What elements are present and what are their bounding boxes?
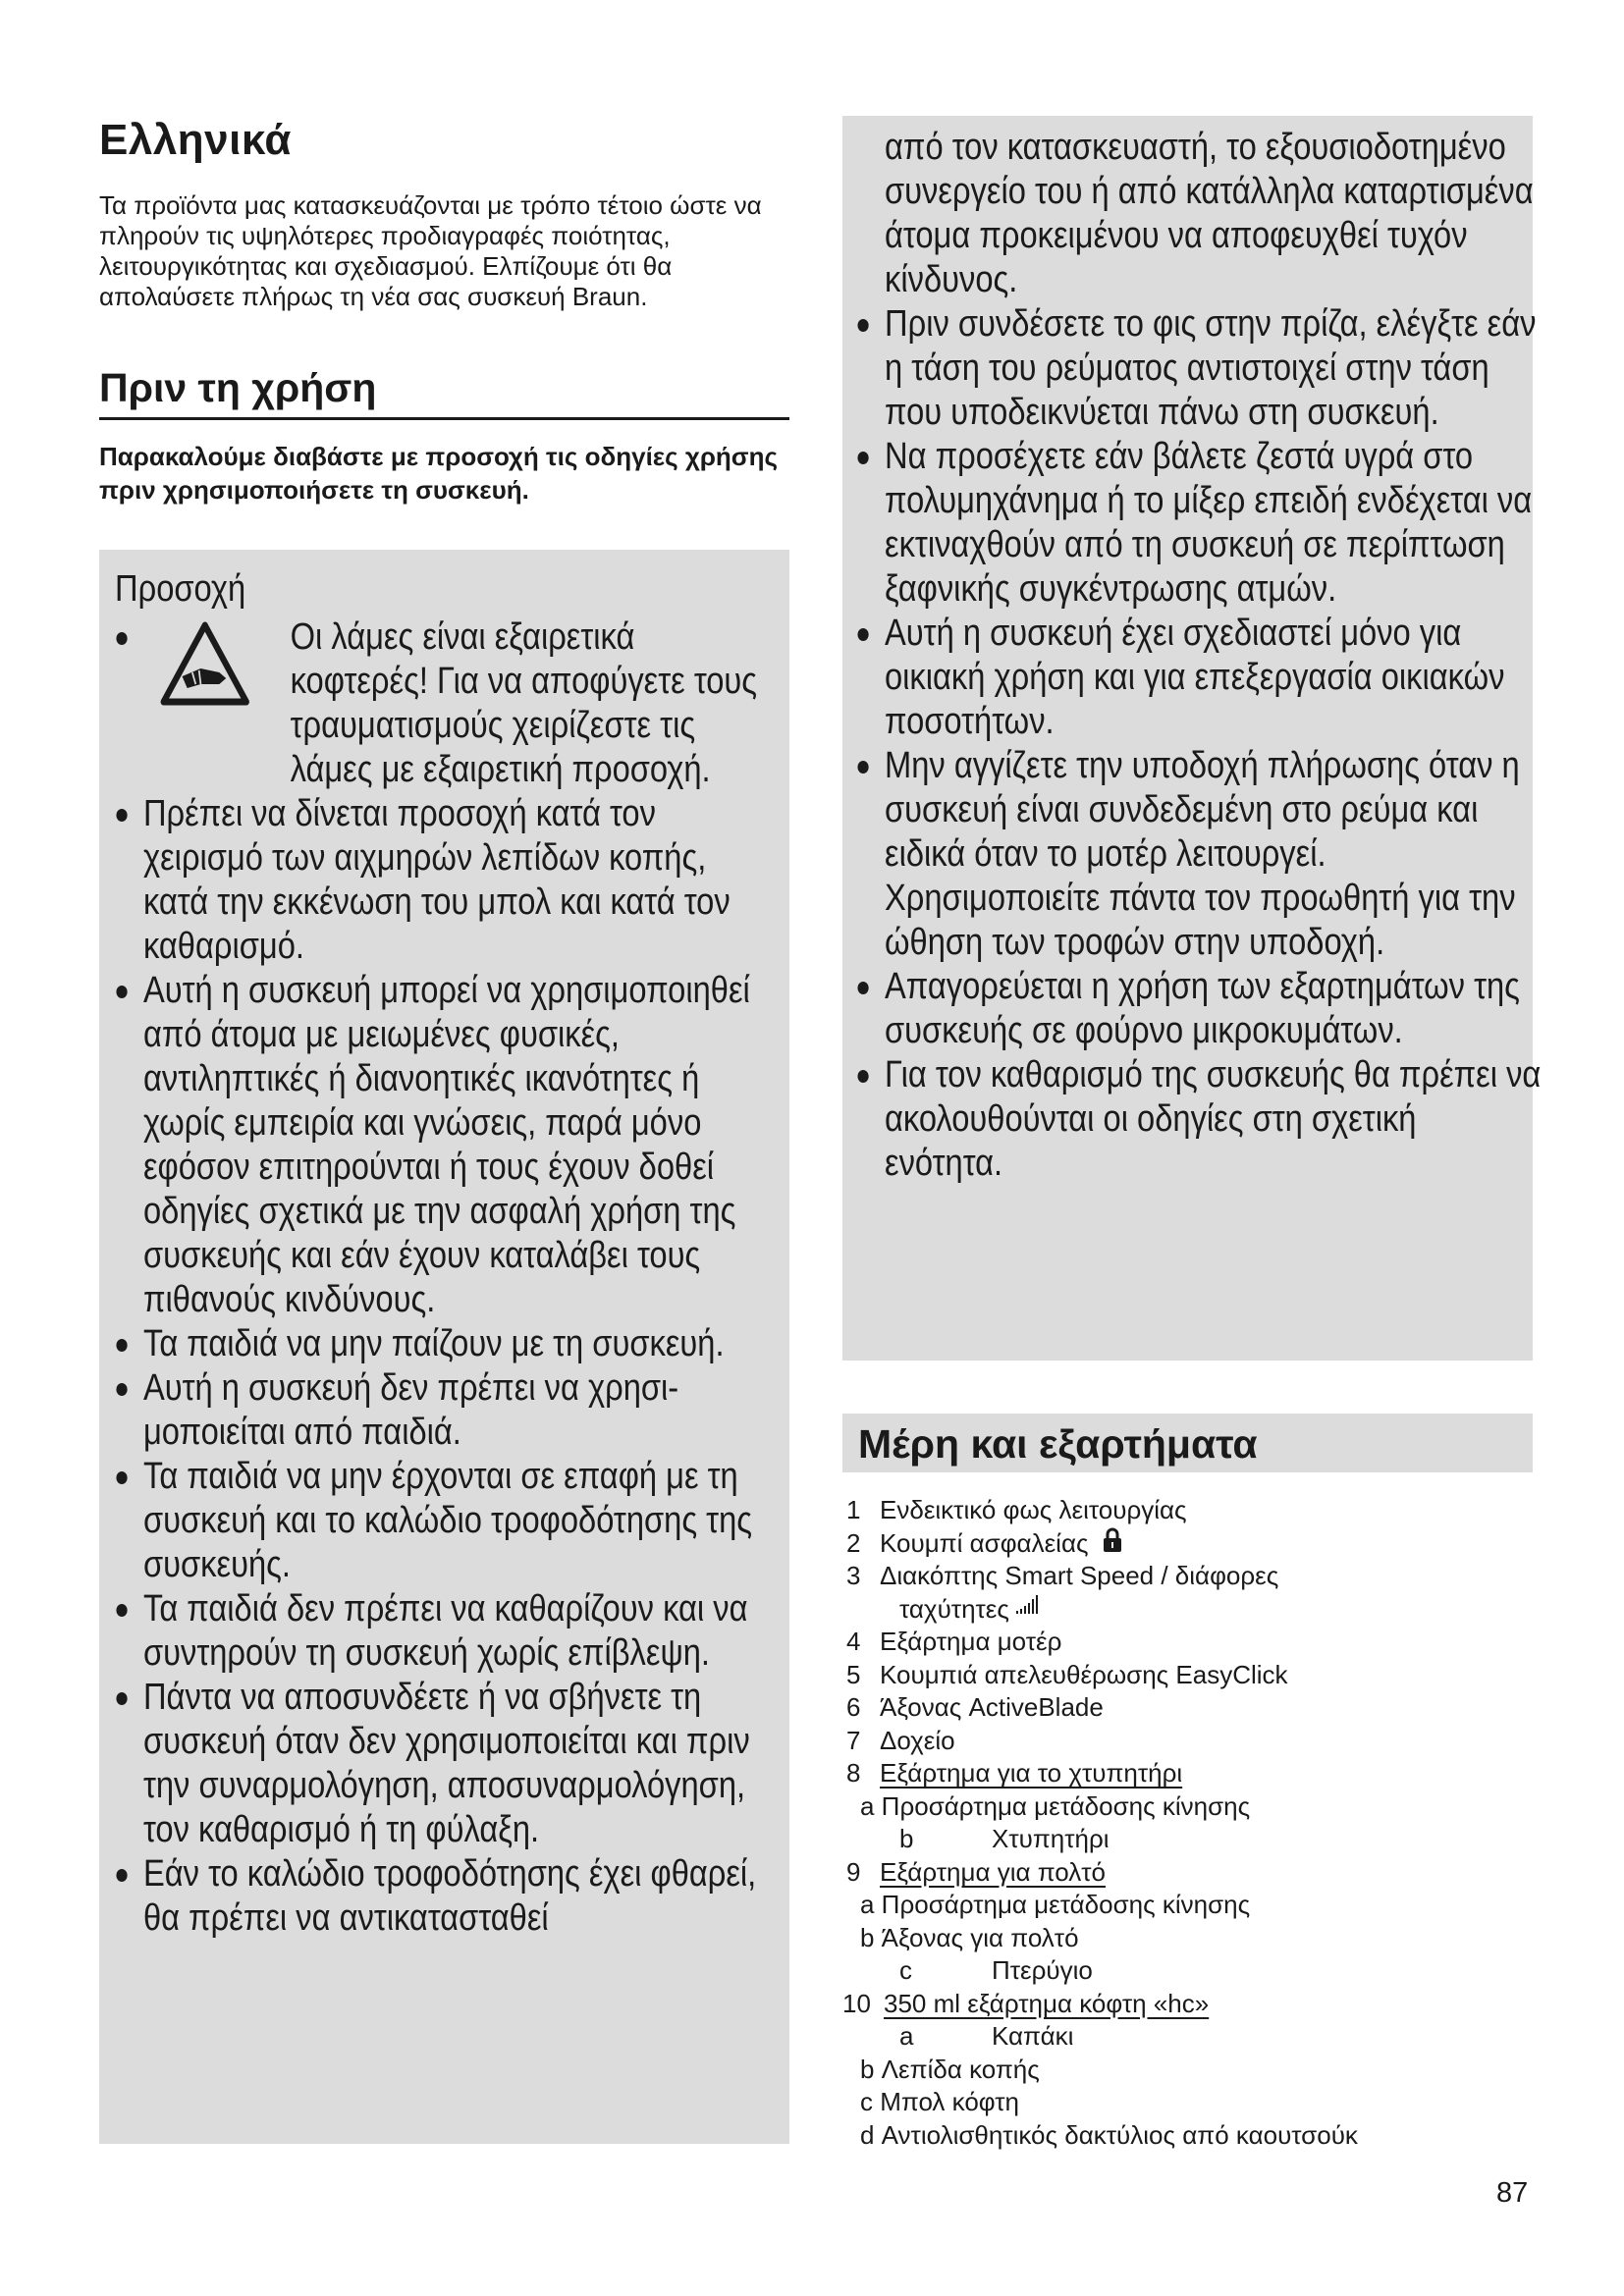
list-item: Απαγορεύεται η χρήση των εξαρτημάτων της συσκευής σε φούρνο μικροκυμάτων.: [854, 965, 1543, 1053]
part-row: 8 Εξάρτημα για το χτυπητήρι: [846, 1758, 1183, 1788]
caution-list-left: [113, 615, 774, 1941]
lock-icon: [1103, 1527, 1122, 1553]
parts-list: [842, 1494, 1533, 2152]
part-row: d Αντιολισθητικός δακτύλιος από καουτσούκ: [860, 2119, 1358, 2150]
list-item: Αυτή η συσκευή μπορεί να χρησιμοποιηθεί από άτομα με μειωμένες φυσικές, αντιληπτικές ή διανοητικές ικανότητες ή χωρίς εμπειρία και γνώσεις, παρά μόνο εφόσον επιτηρούνται ή τους έχουν δοθεί οδηγίες σχετικά με την ασφαλή χρήση της συσκευής και εάν έχουν καταλάβει τους πιθανούς κινδύνους.: [113, 969, 774, 1322]
left-column: [99, 116, 789, 507]
page-number: 87: [1496, 2177, 1529, 2209]
list-item: Πρέπει να δίνεται προσοχή κατά τον χειρισμό των αιχμηρών λεπίδων κοπής, κατά την εκκένωση του μπολ και κατά τον καθαρισμό.: [113, 792, 774, 969]
list-item: Πριν συνδέσετε το φις στην πρίζα, ελέγξτε εάν η τάση του ρεύματος αντιστοιχεί στην τάση που υποδεικνύεται πάνω στη συσκευή.: [854, 302, 1543, 435]
speed-bars-icon: [1015, 1593, 1041, 1615]
list-item: Αυτή η συσκευή έχει σχεδιαστεί μόνο για οικιακή χρήση και για επεξεργασία οικιακών ποσοτήτων.: [854, 612, 1543, 744]
part-row: a Καπάκι: [899, 2021, 1074, 2051]
part-row: ταχύτητες: [842, 1593, 1533, 1627]
part-row: 6 Άξονας ActiveBlade: [846, 1692, 1104, 1722]
part-row: 2 Κουμπί ασφαλείας: [842, 1527, 1533, 1561]
part-row: 5 Κουμπιά απελευθέρωσης EasyClick: [846, 1659, 1288, 1689]
list-item: [113, 615, 774, 792]
list-item: Για τον καθαρισμό της συσκευής θα πρέπει να ακολουθούνται οι οδηγίες στη σχετική ενότητα.: [854, 1053, 1543, 1186]
caution-heading: Προσοχή: [115, 568, 246, 610]
warnings-list-right: [854, 302, 1543, 1186]
list-item: Πάντα να αποσυνδέετε ή να σβήνετε τη συσκευή όταν δεν χρησιμοποιείται και πριν την συναρμολόγηση, αποσυναρμολόγηση, τον καθαρισμό ή τη φύλαξη.: [113, 1676, 774, 1852]
part-row: 7 Δοχείο: [846, 1725, 955, 1755]
part-row: c Πτερύγιο: [899, 1955, 1093, 1985]
part-row: b Χτυπητήρι: [899, 1824, 1110, 1853]
blade-warning-text: Οι λάμες είναι εξαιρετικά κοφτερές! Για να αποφύγετε τους τραυματισμούς χειρίζεστε τις λάμες με εξαιρετική προσοχή.: [290, 616, 758, 790]
language-title: Ελληνικά: [99, 116, 292, 164]
warnings-list: [113, 792, 774, 1941]
part-row: a Προσάρτημα μετάδοσης κίνησης: [860, 1790, 1251, 1821]
list-item: Αυτή η συσκευή δεν πρέπει να χρησιμοποιείται από παιδιά.: [113, 1366, 774, 1455]
part-row: b Άξονας για πολτό: [860, 1922, 1079, 1952]
caution-box-left: [99, 550, 789, 2144]
part-row: 3 Διακόπτης Smart Speed / διάφορες: [846, 1561, 1279, 1590]
intro-paragraph: Τα προϊόντα μας κατασκευάζονται με τρόπο τέτοιο ώστε να πληρούν τις υψηλότερες προδιαγραφές ποιότητας, λειτουργικότητας και σχεδιασμού. Ελπίζουμε ότι θα απολαύσετε πλήρως τη νέα σας συσκευή Braun.: [99, 190, 762, 311]
part-row: 10 350 ml εξάρτημα κόφτη «hc»: [842, 1988, 1210, 2018]
before-use-heading: Πριν τη χρήση: [99, 365, 789, 420]
list-item: Να προσέχετε εάν βάλετε ζεστά υγρά στο πολυμηχάνημα ή το μίξερ επειδή ενδέχεται να εκτιναχθούν από τη συσκευή σε περίπτωση ξαφνικής συγκέντρωσης ατμών.: [854, 435, 1543, 612]
list-item: Τα παιδιά να μην έρχονται σε επαφή με τη συσκευή και το καλώδιο τροφοδότησης της συσκευής.: [113, 1455, 774, 1587]
list-item: Τα παιδιά να μην παίζουν με τη συσκευή.: [113, 1322, 774, 1366]
caution-box-right: [842, 116, 1542, 1361]
part-row: b Λεπίδα κοπής: [860, 2054, 1040, 2084]
read-instructions-notice: Παρακαλούμε διαβάστε με προσοχή τις οδηγίες χρήσης πριν χρησιμοποιήσετε τη συσκευή.: [99, 442, 778, 505]
part-row: 4 Εξάρτημα μοτέρ: [846, 1627, 1062, 1656]
list-item: Εάν το καλώδιο τροφοδότησης έχει φθαρεί, θα πρέπει να αντικατασταθεί: [113, 1852, 774, 1941]
blade-warning-icon: [158, 619, 251, 708]
parts-heading: Μέρη και εξαρτήματα: [842, 1414, 1533, 1472]
warning-continuation: από τον κατασκευαστή, το εξουσιοδοτημένο συνεργείο του ή από κατάλληλα καταρτισμένα άτομα προκειμένου να αποφευχθεί τυχόν κίνδυνος.: [885, 127, 1534, 300]
list-item: Τα παιδιά δεν πρέπει να καθαρίζουν και να συντηρούν τη συσκευή χωρίς επίβλεψη.: [113, 1587, 774, 1676]
part-row: 9 Εξάρτημα για πολτό: [846, 1856, 1107, 1887]
part-row: c Μπολ κόφτη: [860, 2087, 1020, 2116]
list-item: Μην αγγίζετε την υποδοχή πλήρωσης όταν η συσκευή είναι συνδεδεμένη στο ρεύμα και ειδικά όταν το μοτέρ λειτουργεί. Χρησιμοποιείτε πάντα τον προωθητή για την ώθηση των τροφών στην υποδοχή.: [854, 744, 1543, 965]
part-row: 1 Ενδεικτικό φως λειτουργίας: [846, 1495, 1187, 1524]
part-row: a Προσάρτημα μετάδοσης κίνησης: [860, 1890, 1251, 1919]
